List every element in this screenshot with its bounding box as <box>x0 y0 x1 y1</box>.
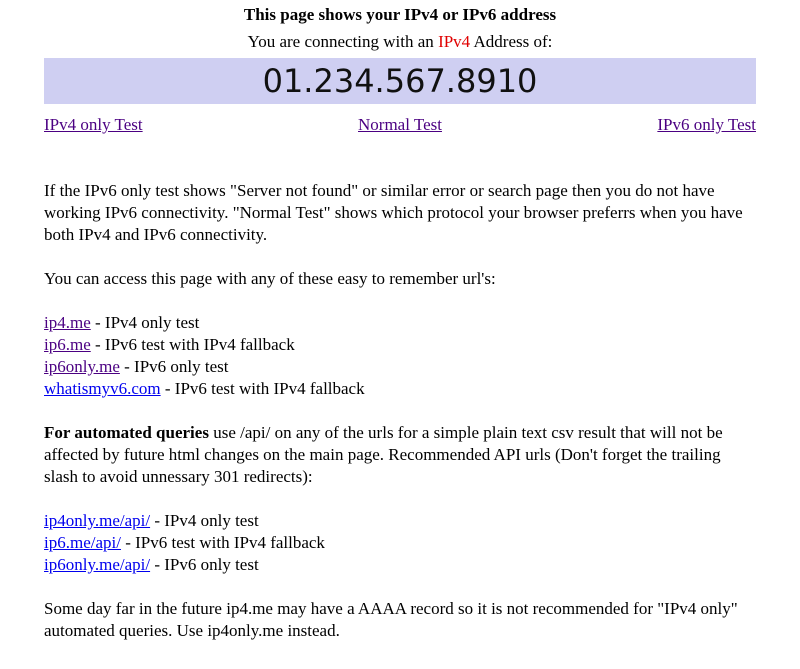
subtitle-prefix: You are connecting with an <box>247 32 439 51</box>
api-url-list <box>44 510 756 576</box>
url-desc: - IPv6 only test <box>119 357 229 376</box>
connection-subtitle <box>44 31 756 53</box>
normal-test-link[interactable]: Normal Test <box>358 115 442 134</box>
page-title: This page shows your IPv4 or IPv6 address <box>243 5 557 24</box>
api-link-ip6only[interactable]: ip6only.me/api/ <box>44 555 151 574</box>
api-paragraph <box>44 422 756 488</box>
protocol-label: IPv4 <box>438 32 471 51</box>
ip-address: 01.234.567.8910 <box>262 62 538 100</box>
url-desc: - IPv6 test with IPv4 fallback <box>160 379 365 398</box>
url-link-ip6me[interactable]: ip6.me <box>44 335 91 354</box>
url-desc: - IPv6 test with IPv4 fallback <box>90 335 295 354</box>
footer-paragraph: Some day far in the future ip4.me may have a AAAA record so it is not recommended for "IPv4 only" automated queries. Use ip4only.me instead. <box>44 599 738 640</box>
api-url-desc: - IPv4 only test <box>150 511 259 530</box>
url-list <box>44 312 756 400</box>
intro-paragraph: If the IPv6 only test shows "Server not found" or similar error or search page then you do not have working IPv6 connectivity. "Normal Test" shows which protocol your browser preferrs when you have both IPv4 and IPv6 connectivity. <box>44 181 743 244</box>
url-link-ip6onlyme[interactable]: ip6only.me <box>44 357 120 376</box>
test-links-row <box>44 114 756 136</box>
api-url-desc: - IPv6 test with IPv4 fallback <box>120 533 325 552</box>
ip-address-box <box>44 58 756 104</box>
ipv6-only-test-link[interactable]: IPv6 only Test <box>657 115 756 134</box>
ipv4-only-test-link[interactable]: IPv4 only Test <box>44 115 143 134</box>
api-text: use /api/ on any of the urls for a simple plain text csv result that will not be affected by future html changes on the main page. Recommended API urls (Don't forget the trailing slash to avoid unnessary 301 redirects): <box>44 423 723 486</box>
subtitle-suffix: Address of: <box>470 32 553 51</box>
urls-intro-paragraph: You can access this page with any of these easy to remember url's: <box>44 269 496 288</box>
api-url-desc: - IPv6 only test <box>150 555 259 574</box>
page-content <box>44 0 756 642</box>
url-link-whatismyv6[interactable]: whatismyv6.com <box>44 379 161 398</box>
api-link-ip4only[interactable]: ip4only.me/api/ <box>44 511 151 530</box>
api-link-ip6me[interactable]: ip6.me/api/ <box>44 533 121 552</box>
url-desc: - IPv4 only test <box>90 313 200 332</box>
url-link-ip4me[interactable]: ip4.me <box>44 313 91 332</box>
api-bold-label: For automated queries <box>44 423 209 442</box>
